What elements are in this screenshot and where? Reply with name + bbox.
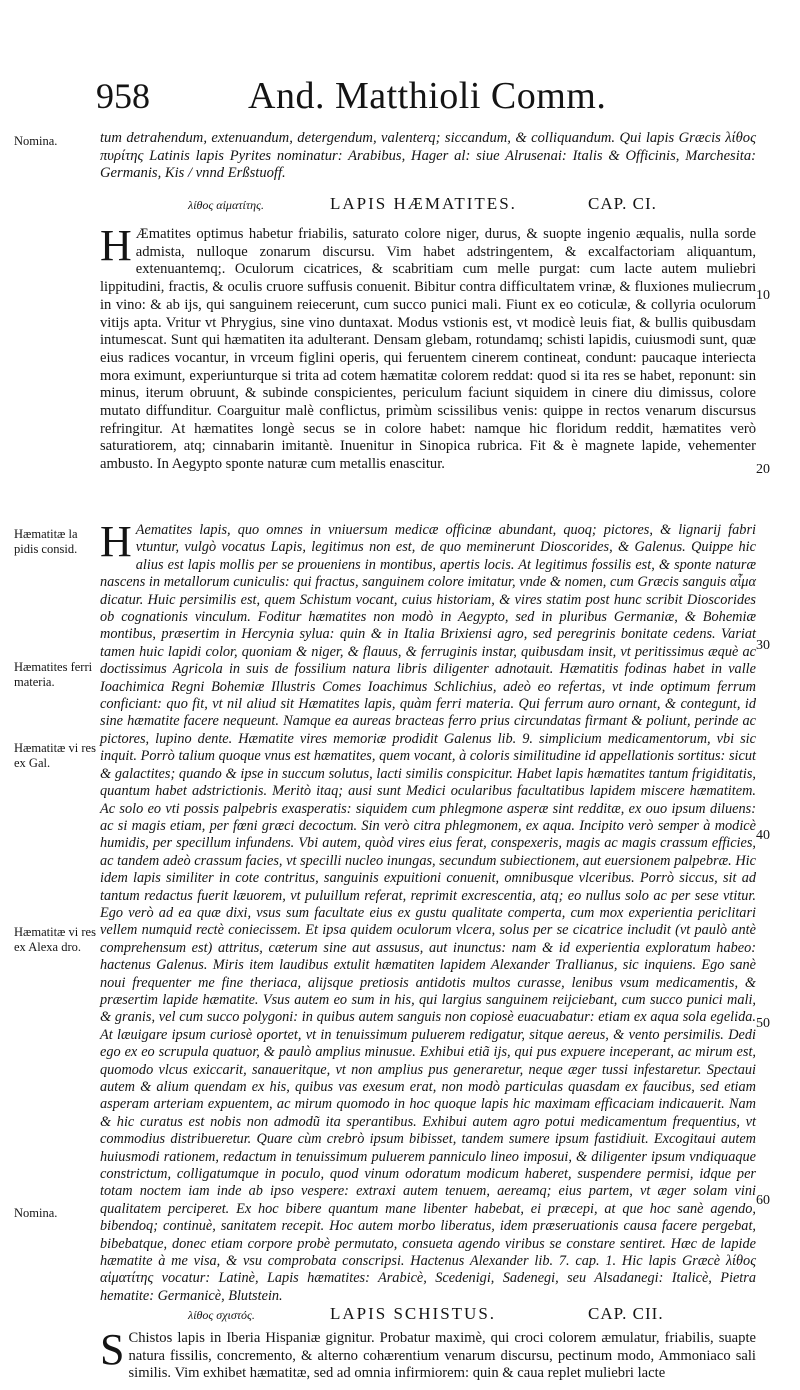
chapter-title: LAPIS SCHISTUS. [330, 1304, 497, 1323]
drop-cap: H [100, 221, 132, 270]
line-number: 20 [756, 462, 770, 477]
chapter-text-haematites [100, 221, 756, 474]
chapter-number: CAP. CI. [588, 194, 657, 213]
chapter-body: Chistos lapis in Iberia Hispaniæ gignitur. Probatur maximè, qui croci colorem æmulatur, friabilis, suapte natura fissilis, concremento, & alterno cohærentium venarum discursu, pectinum modo, Ammoniaco sali similis. Vim exhibet hæmatitæ, sed ad omnia infirmiorem: quin & caua replet muliebri lacte [128, 1330, 756, 1382]
chapter-heading-haematites [0, 194, 800, 218]
chapter-greek-name: λίθος αἱματίτης. [188, 198, 264, 212]
line-number: 30 [756, 638, 770, 653]
chapter-title: LAPIS HÆMATITES. [330, 194, 517, 213]
margin-note-consideration: Hæmatitæ la pidis consid. [14, 527, 78, 556]
running-head: And. Matthioli Comm. [248, 75, 607, 117]
margin-note-vires-alexander: Hæmatitæ vi res ex Alexa dro. [14, 925, 96, 954]
commentary-body: Aematites lapis, quo omnes in vniuersum medicæ officinæ abundant, quoq; pictores, & lignarij fabri vtuntur, vulgò vocatus Lapis, legitimus non est, de quo meminerunt Dioscorides, & Galenus. Quippe hic alius est lapis mollis per se proueniens in montibus, apertis locis. At legitimus fossilis est, & sponte naturæ nascens in metallorum cuniculis: qui fractus, sanguinem colore imitatur, vnde & nomen, cum Græcis sanguis αἷμα dicatur. Huic persimilis est, quem Schistum vocant, cuius historiam, & vires statim post hunc scribit Dioscorides ob cognationis vinculum. Foditur hæmatites non modò in Aegypto, sed in pluribus Germaniæ, & Bohemiæ montibus, præsertim in Hercynia sylua: quin & in Italia Brixiensi agro, sed peregrinis bonitate cedens. Variat tamen huic lapidi color, quoniam & niger, & flauus, & ferruginis instar, quibusdam insit, vt peritissimus æquè ac doctissimus Agricola in suis de fossilium natura libris diligenter adnotauit. Hæmatitis fodinas habet in valle Ioachimica Regni Bohemiæ Illustris Comes Ioachimus Schlichius, adeò eo refertas, vt inde optimum ferrum conficiant: quo fit, vt nil aliud sit Hæmatites lapis, quàm ferri materia. Qui ferrum auro ornant, & contegunt, id sine hæmatite facere nequeunt. Namque ea aureas bracteas ferro prius circundatas firmant & poliunt, perinde ac pictores, lupino dente. Hæmatite vires memoriæ prodidit Galenus lib. 9. simplicium medicamentorum, vbi sic inquit. Porrò talium quoque vnus est hæmatites, quem vocant, à coloris similitudine id appellationis sortitus: sicut & galactites; quando & ipse in succum solutus, lacti similis conspicitur. Habet lapis hæmatites tantum frigiditatis, quantum habet adstrictionis. Meritò itaq; ausi sunt Medici ocularibus facultatibus lapidem miscere hæmatitem. Ac solo eo vti possis palpebris exasperatis: siquidem cum phlegmone asperæ sint redditæ, ex ouo ipsum diluens: ac si magis etiam, per fœni græci decoctum. Sin verò citra phlegmonem, ex aqua. Incipito verò semper à modicè humidis, per specillum infundens. Vbi autem, quòd vires eius ferat, conspexeris, magis ac magis crassum efficies, ac tandem adeò crassum facies, vt specilli nucleo inungas, secundum subiectionem, aut euersionem palpebræ. Hic idem lapis similiter in cote contritus, sanguinis expuitioni conuenit, omnibusque vlceribus. Porrò siccus, sit ad tantum redactus fuerit læuorem, vt puluillum referat, reprimit excrescentia, atq; eo nullus solo ac per sese vtitur. Ego verò ad ea quæ dixi, vsus sum facultate eius ex gustu qualitate comperta, cum mox experientia periclitari vellem numquid rectè coniecissem. Et ipsa quidem oculorum vlcera, solus per se cicatrice includit (vt paulò antè comprehensum est) attritus, cæterum sine aut assusus, aut inunctus: nam & id experientia exploratum habeo: hactenus Galenus. Miris item laudibus extulit hæmatiten lapidem Alexander Trallianus, sic inquiens. Ego sanè noui frequenter me fine theriaca, alijsque pretiosis antidotis multos curasse, lenibus vsum medicamentis, & præsertim lapide hæmatite. Vsus autem eo sum in his, qui largius sanguinem reijciebant, cum succo punici mali, & granis, vel cum succo polygoni: in quibus autem sanguis non copiosè euacuabatur: etiam ex aqua sola egelida. At læuigare ipsum curiosè oportet, vt in tenuissimum puluerem redigatur, sitque aereus, & vento persimilis. Dedi ego ex eo scrupula quatuor, & paulò amplius minusue. Exhibui etiã ijs, qui pus expuere inceperant, ac mirum est, quomodo vlcus exiccarit, sanaueritque, vt non amplius pus generaretur, neque æger tussi infestaretur. Spectaui autem & alium quendam ex his, quibus vas exesum erat, non modò particulas quasdam ex faucibus, sed etiam asperam arteriam expuentem, ac mirum quomodo in hoc quoque lapis hic maximam efficaciam indicauerit. Nam & hic curatus est nobis non admodũ ita sperantibus. Exhibui autem agro potui medicamentum frequentius, vt commodius distribueretur. Quare cùm crebrò ipsum bibisset, tandem sumere ipsum fastidiuit. Excogitaui autem huiusmodi rationem, redactum in tenuissimum puluerem panniculo lineo imposui, & diligenter ipsum vndiquaque constrictum, colligatumque in poculo, quod vinum odoratum modicum haberet, suspendere permisi, idque per totam noctem iam inde ab ipso vespere: extraxi autem tenuem, aereamq; eius partem, vt æger solam vini qualitatem perciperet. Ex hoc bibere quantum mane libenter habebat, ei præcepi, at que hoc sanè agendo, bibendoq; continuè, sanitatem recepit. Hoc autem morbo liberatus, idem præseruationis causa facere pergebat, bibebatque, donec etiam corpore probè permutato, consueta agendo viribus se constare sentiret. Hæc de lapide hæmatite à me visa, & vsu comprobata conscripsi. Hactenus Alexander lib. 7. cap. 1. Hic lapis Græcè λίθος αἱματίτης vocatur: Latinè, Lapis hæmatites: Arabicè, Scedenigi, Sadenegi, seu Alsadanegi: Italicè, Pietra hematite: Germanicè, Blutstein. [100, 522, 756, 1304]
margin-note-vires-galen: Hæmatitæ vi res ex Gal. [14, 741, 96, 770]
margin-note-nomina: Nomina. [14, 134, 58, 148]
margin-note-ferri-materia: Hæmatites ferri materia. [14, 660, 93, 689]
line-number: 60 [756, 1193, 770, 1208]
chapter-greek-name: λίθος σχιστός. [188, 1308, 255, 1322]
margin-note-nomina-2: Nomina. [14, 1206, 58, 1220]
drop-cap: S [100, 1325, 125, 1374]
chapter-body: Æmatites optimus habetur friabilis, saturato colore niger, durus, & suopte ingenio æqualis, nulla sorde admista, nulloque zonarum discursu. Vim habet adstringentem, & excalfactoriam aliquantum, extenuantemq;. Oculorum cicatrices, & scabritiam cum melle purgat: cum lacte autem muliebri lippitudini, fractis, & oculis cruore suffusis conuenit. Bibitur contra difficultatem vrinæ, & fluxiones muliecrum in vino: & ab ijs, qui sanguinem reiecerunt, cum succo punici mali. Fiunt ex eo coticulæ, & collyria oculorum vitijs apta. Vritur vt Phrygius, sine vino duntaxat. Modus vstionis est, vt modicè leuis fiat, & bullis quibusdam intumescat. Sunt qui hæmatiten ita adulterant. Densam glebam, rotundamq; schisti lapidis, cuiusmodi sunt, quæ eius radices vocantur, in vrceum figlini operis, qui feruentem cinerem contineat, condunt: paucaque interiecta mora eximunt, experiunturque si trita ad cotem hæmatitæ colorem reddat: quod si ita res se habet, reponunt: sin minus, iterum obruunt, & subinde conspicientes, periculum faciunt siquidem in cinere diu dimissus, colore mutato diffunditur. Coarguitur malè conflictus, primùm scissilibus venis: quippe in rectos venarum discursus refringitur. At hæmatites longè secus se in colore habet: namque hic floridum reddit, hæmatites verò saturatiorem, atq; cinnabarin imitantè. Inuenitur in Sinopica rubrica. Fit & è magnete lapide, vehementer ambusto. In Aegypto sponte naturæ cum metallis enascitur. [100, 226, 756, 473]
intro-paragraph: tum detrahendum, extenuandum, detergendum, valenterq; siccandum, & colliquandum. Qui lapis Græcis λίθος πυρίτης Latinis lapis Pyrites nominatur: Arabibus, Hager al: siue Alrusenai: Italis & Officinis, Marchesita: Germanis, Kis / vnnd Erßstuoff. [100, 130, 756, 182]
line-number: 50 [756, 1016, 770, 1031]
commentary-text [100, 517, 756, 1305]
chapter-number: CAP. CII. [588, 1304, 664, 1323]
drop-cap: H [100, 517, 132, 566]
chapter-text-schistus [100, 1325, 756, 1383]
page-number: 958 [96, 76, 150, 116]
line-number: 40 [756, 828, 770, 843]
line-number: 10 [756, 288, 770, 303]
